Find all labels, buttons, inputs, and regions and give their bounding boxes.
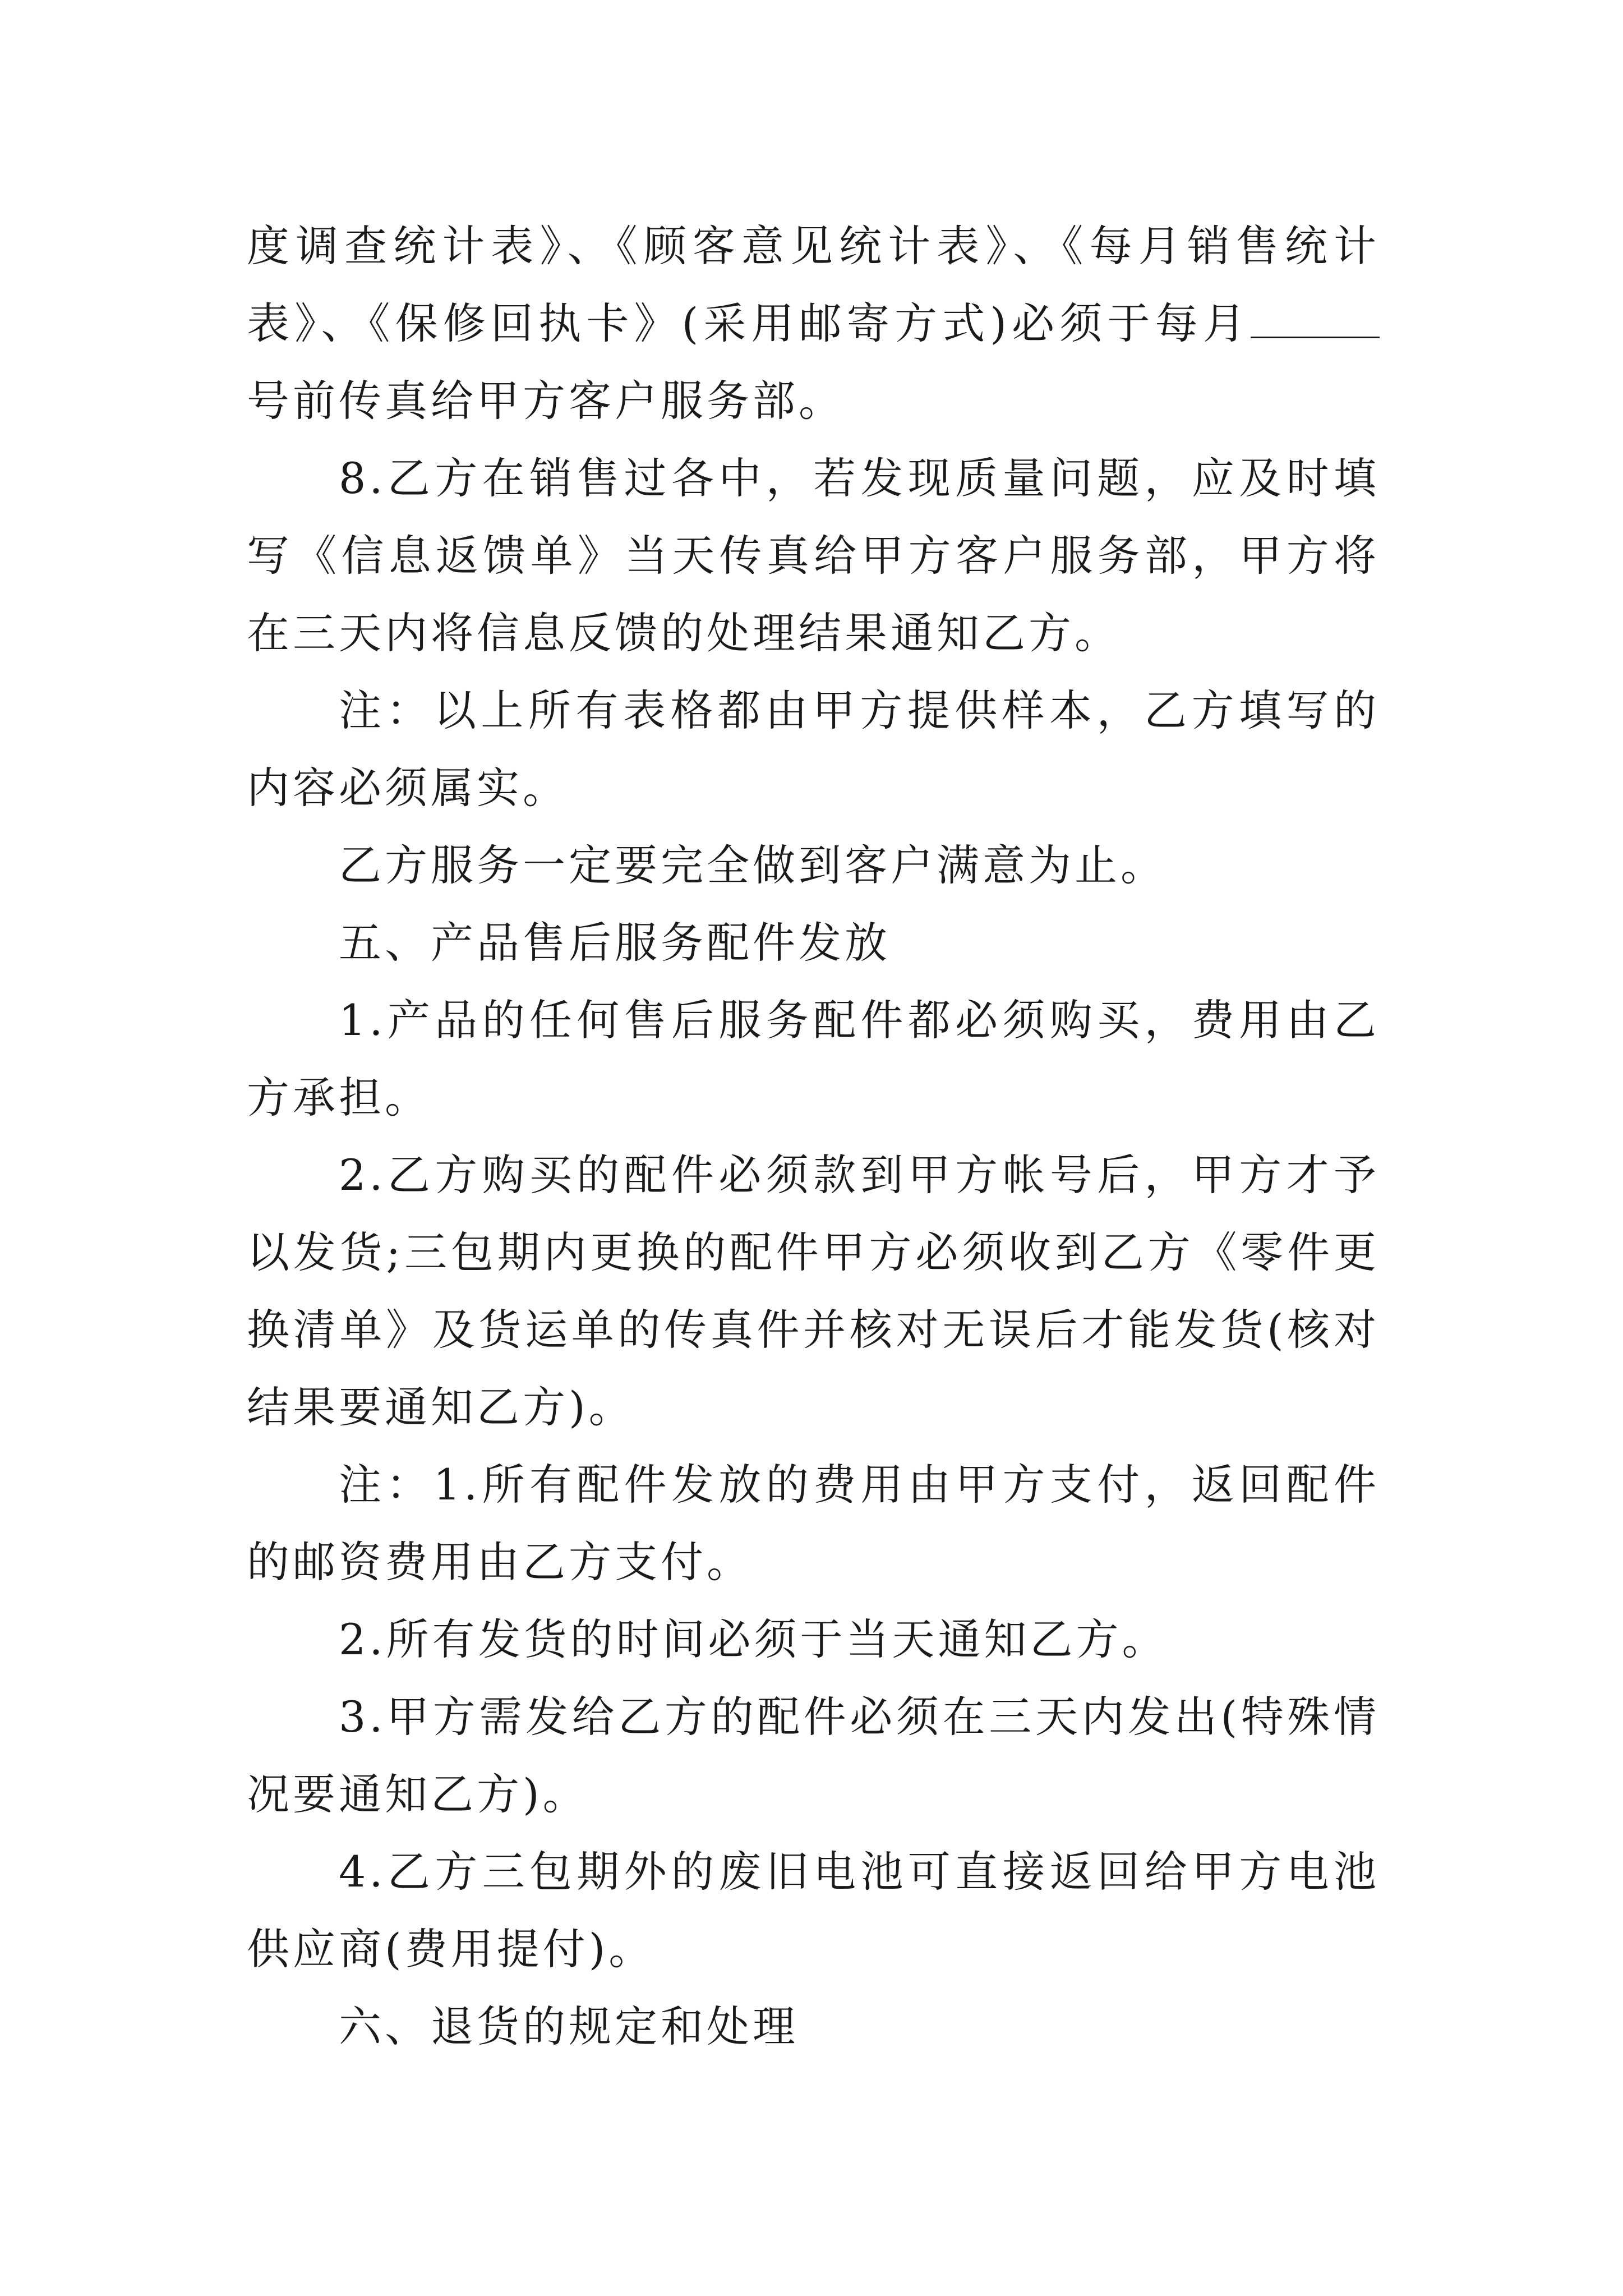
fill-in-blank	[1251, 303, 1380, 338]
paragraph-text-after-blank: 号前传真给甲方客户服务部。	[247, 376, 845, 426]
paragraph-item-5-1: 1.产品的任何售后服务配件都必须购买，费用由乙方承担。	[247, 995, 1380, 1122]
paragraph-note-item-2: 2.所有发货的时间必须于当天通知乙方。	[339, 1614, 1168, 1664]
section-heading-5: 五、产品售后服务配件发放	[339, 918, 891, 968]
paragraph-note-item-1: 注：1.所有配件发放的费用由甲方支付，返回配件的邮资费用由乙方支付。	[247, 1460, 1380, 1587]
paragraph-note-forms: 注：以上所有表格都由甲方提供样本，乙方填写的内容必须属实。	[247, 685, 1380, 813]
section-heading-6: 六、退货的规定和处理	[339, 2001, 799, 2051]
document-body	[247, 208, 1380, 2065]
paragraph-item-8: 8.乙方在销售过各中，若发现质量问题，应及时填写《信息返馈单》当天传真给甲方客户服务部，甲方将在三天内将信息反馈的处理结果通知乙方。	[247, 453, 1380, 658]
paragraph-note-item-4: 4.乙方三包期外的废旧电池可直接返回给甲方电池供应商(费用提付)。	[247, 1847, 1380, 1974]
paragraph-note-item-3: 3.甲方需发给乙方的配件必须在三天内发出(特殊情况要通知乙方)。	[247, 1692, 1380, 1819]
paragraph-continuation	[247, 208, 1380, 440]
paragraph-text: 度调查统计表》、《顾客意见统计表》、《每月销售统计表》、《保修回执卡》(采用邮寄方式)必须于每月	[247, 221, 1380, 348]
paragraph-service-requirement: 乙方服务一定要完全做到客户满意为止。	[339, 840, 1166, 890]
paragraph-item-5-2: 2.乙方购买的配件必须款到甲方帐号后，甲方才予以发货;三包期内更换的配件甲方必须收到乙方《零件更换清单》及货运单的传真件并核对无误后才能发货(核对结果要通知乙方)。	[247, 1150, 1380, 1432]
